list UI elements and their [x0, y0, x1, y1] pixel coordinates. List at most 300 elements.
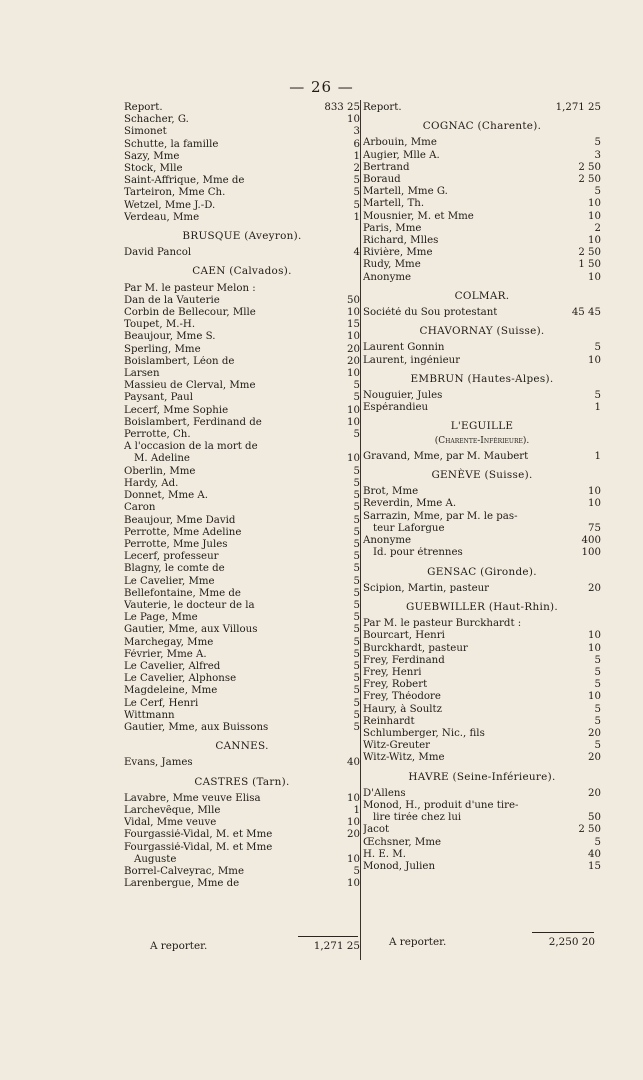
list-item [124, 576, 360, 588]
list-item [363, 861, 601, 873]
entry-amount: 50 [347, 294, 360, 306]
list-item [124, 527, 360, 539]
list-item [124, 200, 360, 212]
right-total [363, 936, 595, 948]
list-item [124, 466, 360, 478]
entry-name: Fourgassié-Vidal, M. et Mme [124, 841, 273, 853]
entry-name: Augier, Mlle A. [363, 149, 440, 161]
entry-name: Brot, Mme [363, 486, 419, 498]
list-item [124, 114, 360, 126]
list-item [124, 878, 360, 890]
entry-amount: 5 [594, 666, 601, 678]
entry-name: Nouguier, Jules [363, 390, 443, 402]
list-item [363, 247, 601, 259]
entry-name: Par M. le pasteur Melon : [124, 282, 256, 294]
list-item [124, 817, 360, 829]
list-item [124, 515, 360, 527]
entry-name: Vidal, Mme veuve [124, 817, 217, 829]
entry-name: Wetzel, Mme J.-D. [124, 199, 216, 211]
section-heading: GENÈVE (Suisse). [431, 469, 533, 482]
entry-name: Massieu de Clerval, Mme [124, 380, 256, 392]
entry-name: Borrel-Calveyrac, Mme [124, 865, 245, 877]
entry-amount: 45 45 [571, 307, 601, 319]
entry-amount: 10 [588, 235, 601, 247]
entry-name: Auguste [134, 853, 177, 865]
left-total [124, 940, 360, 952]
left-total-rule [298, 936, 358, 937]
entry-amount: 20 [588, 787, 601, 799]
list-item [124, 139, 360, 151]
entry-amount: 5 [353, 685, 360, 697]
list-item [363, 752, 601, 764]
entry-amount: 5 [353, 465, 360, 477]
entry-name: Monod, Julien [363, 860, 436, 872]
entry-name: Witz-Witz, Mme [363, 752, 445, 764]
list-item [363, 728, 601, 740]
list-item [124, 417, 360, 429]
list-item [124, 187, 360, 199]
list-item [363, 137, 601, 149]
entry-amount: 5 [353, 636, 360, 648]
entry-amount: 10 [347, 817, 360, 829]
list-item [363, 355, 601, 367]
entry-amount: 5 [353, 709, 360, 721]
entry-name: Toupet, M.-H. [124, 319, 196, 331]
entry-name: Anonyme [363, 271, 412, 283]
entry-name: Février, Mme A. [124, 648, 207, 660]
entry-amount: 10 [588, 642, 601, 654]
entry-name: Boislambert, Ferdinand de [124, 416, 262, 428]
entry-amount: 10 [588, 498, 601, 510]
entry-name: Blagny, le comte de [124, 563, 225, 575]
list-item [124, 551, 360, 563]
list-item [124, 698, 360, 710]
entry-name: Frey, Ferdinand [363, 654, 445, 666]
list-item [124, 453, 360, 465]
entry-name: Report. [124, 102, 163, 113]
section-heading: CASTRES (Tarn). [194, 775, 290, 788]
section-heading: EMBRUN (Hautes-Alpes). [410, 372, 554, 385]
list-item [363, 498, 601, 510]
entry-amount: 10 [347, 453, 360, 465]
entry-name: Schlumberger, Nic., fils [363, 727, 485, 739]
entry-name: lire tirée chez lui [373, 812, 462, 824]
entry-name: Bourcart, Henri [363, 630, 445, 642]
entry-amount: 5 [353, 721, 360, 733]
entry-name: Hardy, Ad. [124, 477, 179, 489]
entry-amount: 5 [353, 563, 360, 575]
entry-name: Bertrand [363, 161, 410, 173]
list-item [124, 212, 360, 224]
entry-amount: 10 [588, 354, 601, 366]
list-item [363, 150, 601, 162]
list-item [363, 716, 601, 728]
list-item [124, 649, 360, 661]
entry-amount: 5 [353, 587, 360, 599]
entry-name: Oberlin, Mme [124, 465, 196, 477]
entry-amount: 20 [347, 355, 360, 367]
entry-name: Donnet, Mme A. [124, 490, 208, 502]
list-item [363, 800, 601, 812]
entry-name: Simonet [124, 126, 167, 138]
entry-amount: 10 [347, 792, 360, 804]
list-item [124, 163, 360, 175]
entry-name: Richard, Mlles [363, 235, 439, 247]
entry-amount: 5 [594, 740, 601, 752]
entry-name: Caron [124, 502, 156, 514]
entry-amount: 1,271 25 [555, 102, 601, 113]
entry-name: Marchegay, Mme [124, 636, 214, 648]
entry-amount: 10 [588, 630, 601, 642]
list-item [363, 451, 601, 463]
list-item [124, 842, 360, 854]
entry-amount: 3 [353, 126, 360, 138]
entry-name: Saint-Affrique, Mme de [124, 175, 245, 187]
entry-name: Société du Sou protestant [363, 307, 498, 319]
entry-name: Bellefontaine, Mme de [124, 587, 241, 599]
entry-name: Gautier, Mme, aux Villous [124, 624, 258, 636]
entry-name: Reverdin, Mme A. [363, 498, 457, 510]
entry-name: Scipion, Martin, pasteur [363, 582, 490, 594]
entry-amount: 1 [353, 211, 360, 223]
entry-name: teur Laforgue [373, 522, 445, 534]
entry-amount: 3 [594, 149, 601, 161]
left-total-label: A reporter. [150, 940, 208, 952]
entry-name: Larsen [124, 368, 160, 380]
entry-amount: 10 [588, 198, 601, 210]
entry-amount: 10 [588, 486, 601, 498]
entry-name: Arbouin, Mme [363, 137, 437, 149]
list-item [124, 490, 360, 502]
entry-name: Lecerf, professeur [124, 551, 219, 563]
entry-amount: 5 [594, 679, 601, 691]
list-item [363, 259, 601, 271]
entry-name: Espérandieu [363, 402, 429, 414]
list-item [124, 478, 360, 490]
entry-name: Boislambert, Léon de [124, 355, 235, 367]
entry-amount: 5 [353, 551, 360, 563]
entry-name: Beaujour, Mme S. [124, 331, 216, 343]
entry-name: Stock, Mlle [124, 163, 183, 175]
entry-name: Perrotte, Mme Jules [124, 538, 228, 550]
section-heading: GUEBWILLER (Haut-Rhin). [405, 600, 559, 613]
list-item [124, 175, 360, 187]
list-item [363, 583, 601, 595]
section-heading: L'EGUILLE [450, 420, 514, 433]
entry-amount: 10 [347, 853, 360, 865]
column-divider [360, 100, 361, 960]
left-column [124, 102, 360, 890]
section-heading: BRUSQUE (Aveyron). [182, 230, 302, 243]
list-item [363, 102, 601, 114]
entry-amount [324, 842, 360, 854]
entry-amount: 20 [588, 582, 601, 594]
entry-amount [324, 441, 360, 453]
entry-name: M. Adeline [134, 453, 190, 465]
list-item [124, 685, 360, 697]
list-item [363, 186, 601, 198]
entry-name: Vauterie, le docteur de la [124, 599, 255, 611]
entry-amount: 5 [353, 697, 360, 709]
entry-name: Le Cerf, Henri [124, 697, 199, 709]
entry-name: Id. pour étrennes [373, 547, 463, 559]
left-total-amount: 1,271 25 [313, 940, 360, 952]
list-item [363, 162, 601, 174]
entry-name: Perrotte, Ch. [124, 429, 191, 441]
entry-name: D'Allens [363, 787, 406, 799]
entry-amount: 5 [353, 624, 360, 636]
entry-name: Tarteiron, Mme Ch. [124, 187, 226, 199]
list-item [363, 198, 601, 210]
list-item [363, 523, 601, 535]
list-item [124, 344, 360, 356]
section-subheading: (Charente-Inférieure). [434, 435, 530, 446]
entry-name: Paris, Mme [363, 222, 422, 234]
entry-name: Lavabre, Mme veuve Elisa [124, 792, 261, 804]
entry-amount: 1 [594, 450, 601, 462]
entry-amount [565, 618, 601, 630]
entry-amount: 2 50 [578, 174, 601, 186]
list-item [363, 342, 601, 354]
entry-amount: 5 [353, 514, 360, 526]
entry-name: A l'occasion de la mort de [124, 441, 258, 453]
entry-amount: 1 50 [578, 259, 601, 271]
list-item [363, 235, 601, 247]
entry-amount: 10 [588, 271, 601, 283]
entry-amount: 6 [353, 138, 360, 150]
list-item [363, 788, 601, 800]
entry-name: Report. [363, 102, 402, 113]
list-item [124, 356, 360, 368]
list-item [124, 829, 360, 841]
entry-name: Anonyme [363, 535, 412, 547]
entry-name: Par M. le pasteur Burckhardt : [363, 618, 522, 630]
right-total-rule [532, 932, 594, 933]
entry-amount: 40 [588, 848, 601, 860]
right-total-label: A reporter. [389, 936, 447, 948]
list-item [363, 849, 601, 861]
list-item [124, 405, 360, 417]
list-item [363, 691, 601, 703]
entry-amount: 5 [353, 175, 360, 187]
entry-name: Sarrazin, Mme, par M. le pas- [363, 510, 518, 522]
entry-name: Dan de la Vauterie [124, 294, 220, 306]
list-item [363, 223, 601, 235]
list-item [124, 710, 360, 722]
entry-amount: 10 [588, 210, 601, 222]
entry-name: Corbin de Bellecour, Mlle [124, 307, 256, 319]
list-item [363, 679, 601, 691]
entry-amount: 5 [353, 490, 360, 502]
entry-amount [324, 283, 360, 295]
entry-name: Haury, à Soultz [363, 703, 442, 715]
entry-amount: 5 [353, 392, 360, 404]
entry-name: Larchevêque, Mlle [124, 804, 221, 816]
list-item [363, 655, 601, 667]
entry-name: Frey, Henri [363, 666, 422, 678]
entry-amount: 2 50 [578, 824, 601, 836]
list-item [363, 630, 601, 642]
list-item [363, 704, 601, 716]
entry-amount [565, 800, 601, 812]
list-item [124, 673, 360, 685]
entry-name: Magdeleine, Mme [124, 685, 218, 697]
entry-name: Wittmann [124, 709, 175, 721]
right-total-amount: 2,250 20 [548, 936, 595, 948]
list-item [124, 126, 360, 138]
entry-name: Witz-Greuter [363, 740, 431, 752]
entry-amount: 4 [353, 247, 360, 259]
section-heading: CANNES. [215, 740, 269, 753]
entry-amount: 10 [588, 691, 601, 703]
list-item [124, 380, 360, 392]
entry-amount: 5 [594, 137, 601, 149]
entry-amount: 5 [353, 477, 360, 489]
list-item [124, 331, 360, 343]
entry-name: Frey, Robert [363, 679, 428, 691]
entry-amount: 1 [594, 402, 601, 414]
entry-amount: 5 [353, 187, 360, 199]
entry-amount: 10 [347, 878, 360, 890]
list-item [124, 624, 360, 636]
entry-amount: 40 [347, 757, 360, 769]
list-item [124, 319, 360, 331]
entry-name: Perrotte, Mme Adeline [124, 526, 242, 538]
entry-name: Gravand, Mme, par M. Maubert [363, 450, 529, 462]
entry-name: Sazy, Mme [124, 150, 180, 162]
entry-amount: 2 50 [578, 161, 601, 173]
entry-amount: 5 [353, 526, 360, 538]
list-item [124, 854, 360, 866]
entry-name: Rudy, Mme [363, 259, 421, 271]
section-heading: CHAVORNAY (Suisse). [419, 325, 545, 338]
entry-amount: 2 50 [578, 247, 601, 259]
entry-amount: 10 [347, 368, 360, 380]
entry-name: Jacot [363, 824, 390, 836]
list-item [363, 390, 601, 402]
section-heading: HAVRE (Seine-Inférieure). [408, 770, 556, 783]
entry-amount: 10 [347, 114, 360, 126]
list-item [363, 174, 601, 186]
list-item [124, 612, 360, 624]
entry-amount: 5 [353, 612, 360, 624]
entry-amount: 20 [588, 727, 601, 739]
list-item [124, 392, 360, 404]
list-item [363, 535, 601, 547]
entry-name: Le Cavelier, Alfred [124, 660, 221, 672]
list-item [363, 307, 601, 319]
entry-amount: 5 [594, 390, 601, 402]
entry-name: Schutte, la famille [124, 138, 219, 150]
entry-amount: 10 [347, 331, 360, 343]
section-heading: GENSAC (Gironde). [427, 565, 537, 578]
list-item [124, 283, 360, 295]
entry-name: Œchsner, Mme [363, 836, 442, 848]
entry-amount: 15 [588, 860, 601, 872]
list-item [124, 793, 360, 805]
list-item [124, 307, 360, 319]
entry-amount: 5 [353, 660, 360, 672]
entry-amount: 5 [594, 654, 601, 666]
entry-name: Monod, H., produit d'une tire- [363, 799, 519, 811]
entry-name: Boraud [363, 174, 401, 186]
entry-amount: 75 [588, 522, 601, 534]
entry-amount: 5 [353, 380, 360, 392]
list-item [124, 661, 360, 673]
list-item [124, 429, 360, 441]
list-item [363, 643, 601, 655]
entry-amount: 5 [353, 575, 360, 587]
entry-amount: 20 [588, 752, 601, 764]
entry-amount: 5 [353, 199, 360, 211]
entry-amount: 5 [353, 673, 360, 685]
entry-amount: 20 [347, 829, 360, 841]
entry-amount: 10 [347, 404, 360, 416]
entry-amount: 50 [588, 812, 601, 824]
page-number: — 26 — [289, 78, 354, 96]
list-item [124, 757, 360, 769]
entry-amount: 5 [594, 703, 601, 715]
list-item [363, 402, 601, 414]
entry-name: Lecerf, Mme Sophie [124, 404, 229, 416]
entry-amount: 1 [353, 150, 360, 162]
entry-amount: 15 [347, 319, 360, 331]
list-item [363, 211, 601, 223]
list-item [124, 600, 360, 612]
entry-name: Laurent Gonnin [363, 342, 445, 354]
entry-name: Fourgassié-Vidal, M. et Mme [124, 829, 273, 841]
list-item [124, 247, 360, 259]
list-item [363, 547, 601, 559]
entry-name: Reinhardt [363, 715, 415, 727]
entry-name: Burckhardt, pasteur [363, 642, 468, 654]
entry-name: Martell, Mme G. [363, 186, 448, 198]
entry-name: Le Cavelier, Mme [124, 575, 215, 587]
entry-amount: 2 [353, 163, 360, 175]
list-item [124, 588, 360, 600]
entry-amount: 5 [353, 865, 360, 877]
section-heading: COLMAR. [454, 289, 510, 302]
entry-name: H. E. M. [363, 848, 406, 860]
list-item [363, 812, 601, 824]
entry-amount [565, 511, 601, 523]
list-item [124, 102, 360, 114]
entry-amount: 5 [353, 538, 360, 550]
entry-amount: 5 [594, 186, 601, 198]
entry-amount: 5 [353, 429, 360, 441]
entry-amount: 400 [581, 535, 601, 547]
list-item [124, 722, 360, 734]
entry-amount: 5 [353, 648, 360, 660]
list-item [363, 486, 601, 498]
list-item [124, 295, 360, 307]
entry-name: Le Cavelier, Alphonse [124, 673, 237, 685]
entry-amount: 1 [353, 804, 360, 816]
list-item [124, 368, 360, 380]
entry-amount: 5 [353, 599, 360, 611]
entry-name: Mousnier, M. et Mme [363, 210, 474, 222]
list-item [124, 502, 360, 514]
list-item [363, 667, 601, 679]
entry-name: Verdeau, Mme [124, 211, 200, 223]
entry-name: Sperling, Mme [124, 343, 201, 355]
section-heading: CAEN (Calvados). [192, 265, 292, 278]
section-heading: COGNAC (Charente). [422, 120, 542, 133]
list-item [124, 637, 360, 649]
list-item [363, 740, 601, 752]
entry-amount: 833 25 [324, 102, 360, 113]
entry-name: Rivière, Mme [363, 247, 433, 259]
